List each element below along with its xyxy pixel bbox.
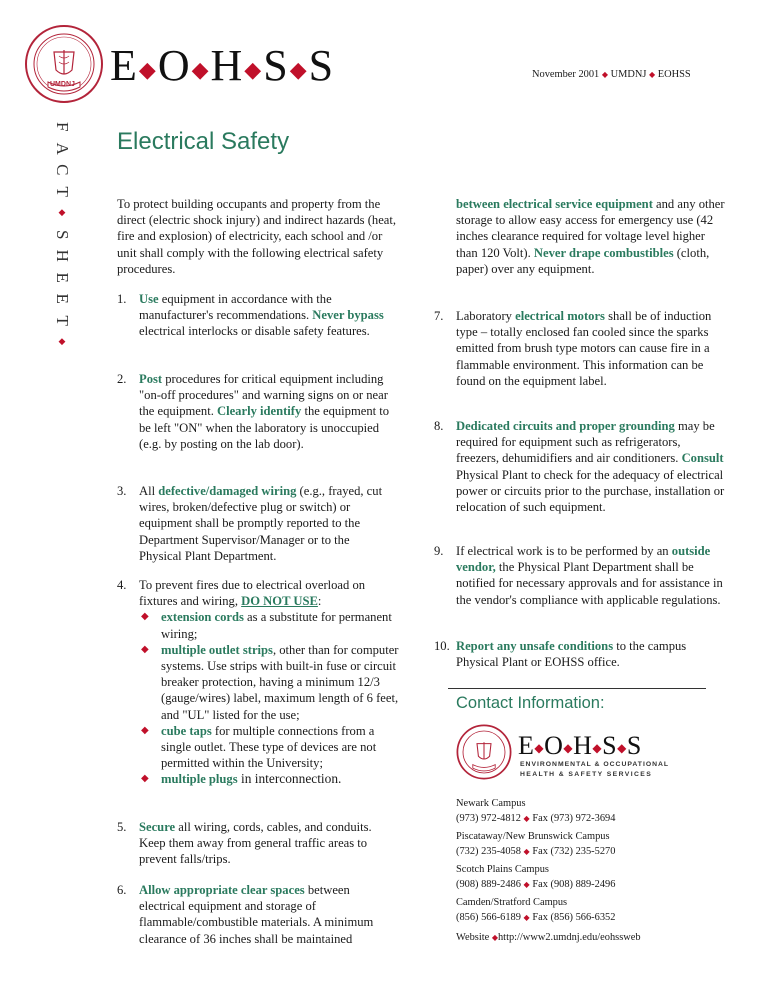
- side-letter: A: [52, 142, 72, 155]
- campus-name: Newark Campus: [456, 798, 526, 809]
- side-letter: T: [52, 315, 72, 326]
- item-text: All: [139, 484, 159, 498]
- date-text: November 2001: [532, 69, 600, 80]
- bullet-list: [139, 609, 401, 787]
- bullet-text: as a substitute for permanent wiring;: [161, 610, 392, 641]
- side-letter: F: [52, 122, 72, 132]
- emphasis: outside vendor,: [456, 544, 711, 575]
- wordmark-subtitle-1: ENVIRONMENTAL & OCCUPATIONAL: [520, 761, 670, 768]
- contact-divider: [448, 688, 706, 689]
- item-text: Physical Plant to check for the adequacy of electrical power or circuits prior to the purchase, installation or relocation of such equipment.: [456, 467, 725, 515]
- campus-newark: [456, 796, 615, 826]
- campus-phone: (732) 235-4058: [456, 846, 521, 857]
- campus-fax: Fax (732) 235-5270: [532, 846, 616, 857]
- campus-phone: (908) 889-2486: [456, 879, 521, 890]
- side-letter: T: [52, 186, 72, 197]
- diamond-icon: ◆: [617, 741, 627, 756]
- diamond-icon: ◆: [534, 741, 545, 756]
- diamond-icon: ◆: [523, 847, 530, 856]
- diamond-icon: ◆: [523, 913, 530, 922]
- diamond-icon: ◆: [601, 70, 609, 79]
- side-letter: C: [52, 164, 72, 176]
- item-number: 4.: [117, 578, 127, 592]
- item-text: to the campus Physical Plant or EOHSS office.: [456, 639, 687, 670]
- brand-letter: E: [110, 41, 138, 90]
- diamond-icon: ◆: [191, 56, 210, 82]
- emphasis: extension cords: [161, 610, 244, 625]
- campus-phone: (973) 972-4812: [456, 813, 521, 824]
- emphasis: electrical motors: [515, 309, 605, 323]
- intro-paragraph: To protect building occupants and property from the direct (electric shock injury) and indirect hazards (heat, fire and explosion) of electricity, each school and /or unit shall comply with the following electrical safety procedures.: [117, 197, 397, 276]
- diamond-icon: ◆: [141, 773, 149, 785]
- campus-piscataway: [456, 829, 615, 859]
- emphasis: multiple outlet strips: [161, 642, 273, 657]
- campus-name: Piscataway/New Brunswick Campus: [456, 831, 610, 842]
- campus-name: Scotch Plains Campus: [456, 864, 549, 875]
- diamond-icon: ◆: [491, 933, 498, 942]
- emphasis: Clearly identify: [217, 404, 302, 419]
- diamond-icon: ◆: [141, 611, 149, 623]
- bullet-text: , other than for computer systems. Use strips with built-in fuse or circuit breaker protection, having a minimum 12/3 (gauge/wires) label, maximum length of 6 feet, and "UL" listed for the use;: [161, 642, 399, 722]
- diamond-icon: ◆: [138, 56, 157, 82]
- item-number: 9.: [434, 544, 444, 558]
- diamond-icon: ◆: [592, 741, 603, 756]
- campus-scotch-plains: [456, 862, 615, 892]
- bullet-item: [139, 609, 401, 641]
- diamond-icon: ◆: [58, 207, 66, 217]
- item-text: and any other storage to allow easy access for emergency use (42 inches clearance required for voltage level higher than 120 Volt).: [456, 197, 725, 260]
- item-number: 7.: [434, 309, 444, 323]
- item-number: 1.: [117, 292, 127, 306]
- brand-letter: O: [544, 731, 564, 760]
- emphasis: Post: [139, 372, 163, 386]
- emphasis: Use: [139, 292, 159, 306]
- campus-fax: Fax (908) 889-2496: [532, 879, 616, 890]
- item-number: 10.: [434, 639, 450, 653]
- item-6-continued: [456, 196, 726, 277]
- emphasis: defective/damaged wiring: [158, 484, 297, 498]
- item-text: equipment in accordance with the manufacturer's recommendations.: [139, 292, 332, 323]
- item-text: between electrical equipment and storage of flammable/combustible materials. A minimum clearance of 36 inches shall be maintained: [139, 883, 374, 946]
- item-text: Laboratory: [456, 309, 516, 323]
- website-link[interactable]: http://www2.umdnj.edu/eohssweb: [497, 932, 641, 943]
- contact-seal-logo: [456, 724, 512, 780]
- emphasis: multiple plugs: [161, 772, 238, 787]
- eohss-wordmark: [110, 40, 334, 92]
- brand-letter: S: [626, 731, 642, 760]
- item-text: may be required for equipment such as refrigerators, freezers, dehumidifiers and air conditioners.: [456, 419, 715, 466]
- brand-letter: E: [518, 731, 535, 760]
- bullet-item: [139, 771, 401, 787]
- org-text: UMDNJ: [610, 69, 647, 80]
- item-number: 6.: [117, 883, 127, 897]
- umdnj-seal-logo: [24, 24, 104, 104]
- item-number: 5.: [117, 820, 127, 834]
- bullet-item: [139, 642, 401, 723]
- side-letter: E: [52, 272, 72, 283]
- brand-letter: S: [263, 41, 289, 90]
- diamond-icon: ◆: [523, 814, 530, 823]
- diamond-icon: ◆: [649, 70, 656, 79]
- campus-name: Camden/Stratford Campus: [456, 897, 568, 908]
- item-text: To prevent fires due to electrical overload on fixtures and wiring,: [139, 578, 366, 609]
- date-line: [532, 69, 691, 80]
- item-text: procedures for critical equipment including "on-off procedures" and warning signs on or near the equipment.: [139, 372, 388, 419]
- item-text: all wiring, cords, cables, and conduits. Keep them away from general traffic areas to prevent falls/trips.: [139, 820, 372, 867]
- brand-letter: H: [573, 731, 593, 760]
- website-label: Website: [456, 932, 490, 943]
- emphasis: Never drape combustibles: [533, 245, 674, 260]
- contact-wordmark: [518, 732, 642, 762]
- item-text: (e.g., frayed, cut wires, broken/defective plug or switch) or equipment shall be promptly reported to the Department Supervisor/Manager or to the Physical Plant Department.: [139, 484, 383, 563]
- dept-text: EOHSS: [657, 69, 691, 80]
- bullet-text: for multiple connections from a single outlet. These type of devices are not permitted within the University;: [161, 723, 377, 771]
- item-text: shall be of induction type – totally enclosed fan cooled since the sparks emitted from brush type motors can cause fire in a flammable environment. This information can be found on the equipment label.: [456, 309, 712, 388]
- campus-fax: Fax (973) 972-3694: [532, 813, 616, 824]
- campus-phone: (856) 566-6189: [456, 912, 521, 923]
- emphasis: cube taps: [161, 723, 212, 738]
- item-text: (cloth, paper) over any equipment.: [456, 245, 710, 276]
- diamond-icon: ◆: [289, 56, 308, 82]
- item-text: electrical interlocks or disable safety features.: [139, 324, 370, 339]
- item-number: 2.: [117, 372, 127, 386]
- do-not-use-emphasis: DO NOT USE: [241, 594, 318, 609]
- emphasis: Allow appropriate clear spaces: [139, 883, 305, 897]
- brand-letter: O: [157, 41, 191, 90]
- side-letter: E: [52, 293, 72, 304]
- item-text: the equipment to be left "ON" when the laboratory is unoccupied (e.g. by posting on the lab door).: [139, 404, 390, 451]
- item-text: :: [317, 594, 322, 609]
- contact-heading: Contact Information:: [456, 694, 605, 712]
- item-text: If electrical work is to be performed by an: [456, 544, 672, 558]
- brand-letter: H: [210, 41, 244, 90]
- seal-label: UMDNJ: [50, 81, 75, 88]
- wordmark-subtitle-2: HEALTH & SAFETY SERVICES: [520, 771, 653, 778]
- campus-fax: Fax (856) 566-6352: [532, 912, 616, 923]
- item-number: 8.: [434, 419, 444, 433]
- emphasis: Secure: [139, 820, 176, 834]
- bullet-text: in interconnection.: [237, 771, 342, 787]
- diamond-icon: ◆: [523, 880, 530, 889]
- website-line: [456, 930, 641, 945]
- bullet-item: [139, 723, 401, 772]
- emphasis: Consult: [681, 451, 724, 466]
- item-text: the Physical Plant Department shall be notified for necessary approvals and for assistance in the vendor's compliance with applicable regulations.: [456, 560, 723, 607]
- diamond-icon: ◆: [563, 741, 574, 756]
- side-letter: H: [52, 249, 72, 262]
- fact-sheet-vertical: [50, 116, 74, 353]
- emphasis: Report any unsafe conditions: [456, 639, 614, 653]
- page-title: Electrical Safety: [117, 128, 290, 155]
- diamond-icon: ◆: [141, 643, 149, 655]
- side-letter: S: [52, 229, 72, 239]
- emphasis: between electrical service equipment: [456, 197, 653, 211]
- diamond-icon: ◆: [244, 56, 263, 82]
- brand-letter: S: [602, 731, 618, 760]
- diamond-icon: ◆: [141, 724, 149, 736]
- item-number: 3.: [117, 484, 127, 498]
- emphasis: Dedicated circuits and proper grounding: [456, 419, 675, 433]
- campus-camden: [456, 895, 615, 925]
- brand-letter: S: [308, 41, 335, 90]
- diamond-icon: ◆: [58, 336, 66, 346]
- emphasis: Never bypass: [312, 308, 384, 323]
